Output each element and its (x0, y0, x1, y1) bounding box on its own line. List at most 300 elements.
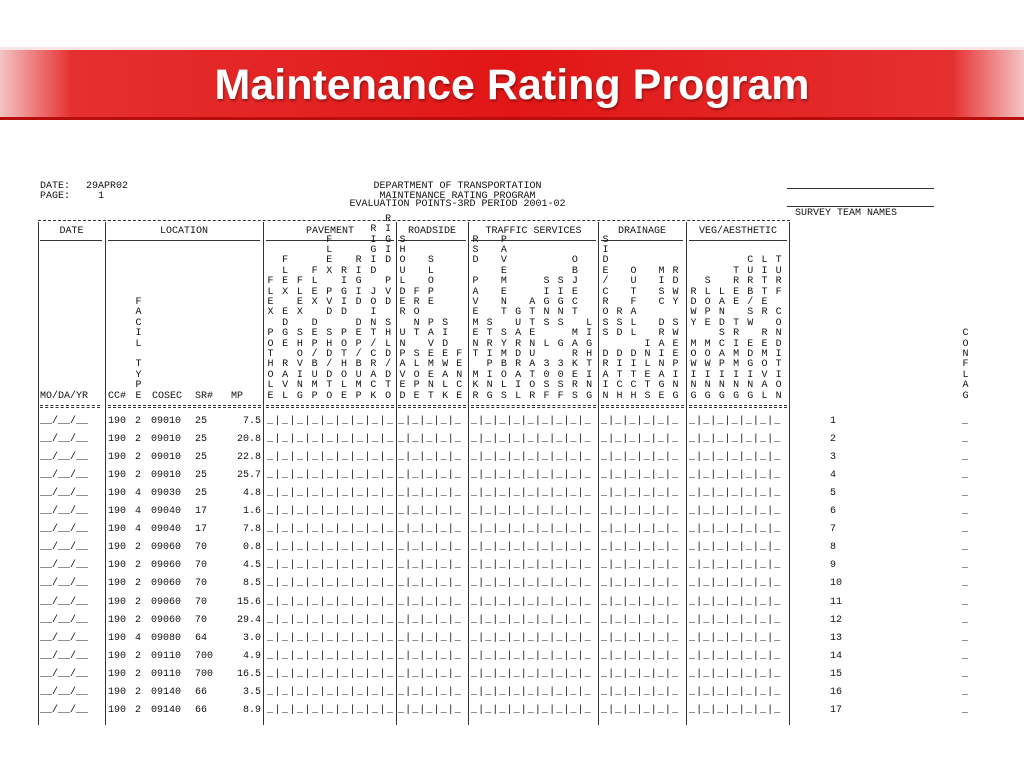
cosec-cell: 09060 (151, 614, 182, 626)
roadside-rating-fields[interactable]: _|_|_|_|_ (398, 452, 462, 464)
facil-type-cell: 2 (135, 596, 142, 608)
mp-cell: 25.7 (236, 470, 261, 482)
roadside-rating-fields[interactable]: _|_|_|_|_ (398, 488, 462, 500)
mp-cell: 3.5 (242, 686, 261, 698)
drainage-rating-fields[interactable]: _|_|_|_|_|_ (601, 452, 680, 464)
veg-rating-fields[interactable]: _|_|_|_|_|_|_ (689, 668, 782, 680)
pavement-rating-fields[interactable]: _|_|_|_|_|_|_|_|_ (267, 614, 395, 626)
table-row (38, 578, 978, 596)
sr-cell: 700 (195, 650, 214, 662)
group-underline (689, 240, 787, 241)
conflag-field[interactable]: _ (962, 650, 969, 662)
col-mo-da-yr: MO/DA/YR (40, 391, 89, 402)
facil-type-cell: 2 (135, 614, 142, 626)
group-date: DATE (59, 226, 84, 237)
facil-type-header: F A C I L T Y P E (135, 297, 142, 402)
traffic-rating-fields[interactable]: _|_|_|_|_|_|_|_|_ (471, 578, 592, 590)
traffic-rating-fields[interactable]: _|_|_|_|_|_|_|_|_ (471, 452, 592, 464)
drainage-rating-fields[interactable]: _|_|_|_|_|_ (601, 632, 680, 644)
drainage-rating-fields[interactable]: _|_|_|_|_|_ (601, 416, 680, 427)
row-number: 9 (830, 560, 837, 572)
table-row (38, 560, 978, 578)
conflag-field[interactable]: _ (962, 488, 969, 500)
signature-line-1 (787, 188, 934, 189)
mp-cell: 3.0 (242, 632, 261, 644)
veg-rating-fields[interactable]: _|_|_|_|_|_|_ (689, 578, 782, 590)
group-underline (108, 240, 260, 241)
pavement-rating-fields[interactable]: _|_|_|_|_|_|_|_|_ (267, 560, 395, 572)
facil-type-cell: 2 (135, 686, 142, 698)
drainage-rating-fields[interactable]: _|_|_|_|_|_ (601, 506, 680, 518)
drainage-rating-fields[interactable]: _|_|_|_|_|_ (601, 668, 680, 680)
vertical-column-label: C U R B / S W E D G I N G (747, 255, 754, 402)
vertical-column-label: O B J E C T M A R K E R S (571, 255, 578, 402)
facil-type-cell: 4 (135, 632, 142, 644)
conflag-field[interactable]: _ (962, 632, 969, 644)
veg-rating-fields[interactable]: _|_|_|_|_|_|_ (689, 452, 782, 464)
roadside-rating-fields[interactable]: _|_|_|_|_ (398, 524, 462, 536)
date-blank-field[interactable]: __/__/__ (40, 524, 89, 536)
cc-cell: 190 (108, 614, 127, 626)
row-number: 3 (830, 452, 837, 464)
pavement-rating-fields[interactable]: _|_|_|_|_|_|_|_|_ (267, 632, 395, 644)
pavement-rating-fields[interactable]: _|_|_|_|_|_|_|_|_ (267, 596, 395, 608)
pavement-rating-fields[interactable]: _|_|_|_|_|_|_|_|_ (267, 704, 395, 716)
date-blank-field[interactable]: __/__/__ (40, 506, 89, 518)
heading-1: DEPARTMENT OF TRANSPORTATION (373, 181, 542, 192)
row-number: 1 (830, 416, 837, 427)
header-double-rule (40, 405, 100, 406)
mp-cell: 15.6 (236, 596, 261, 608)
cosec-cell: 09010 (151, 434, 182, 446)
cc-cell: 190 (108, 578, 127, 590)
facil-type-cell: 4 (135, 488, 142, 500)
cc-cell: 190 (108, 506, 127, 518)
vertical-column-label: R I G I D D E P / B U M P (355, 255, 362, 402)
col-cosec: COSEC (152, 391, 183, 402)
drainage-rating-fields[interactable]: _|_|_|_|_|_ (601, 542, 680, 554)
row-number: 11 (830, 596, 843, 608)
drainage-rating-fields[interactable]: _|_|_|_|_|_ (601, 560, 680, 572)
drainage-rating-fields[interactable]: _|_|_|_|_|_ (601, 596, 680, 608)
cosec-cell: 09110 (151, 650, 182, 662)
row-number: 8 (830, 542, 837, 554)
cosec-cell: 09060 (151, 596, 182, 608)
mp-cell: 16.5 (236, 668, 261, 680)
header-double-rule (108, 407, 261, 408)
date-blank-field[interactable]: __/__/__ (40, 596, 89, 608)
cosec-cell: 09010 (151, 470, 182, 482)
pavement-rating-fields[interactable]: _|_|_|_|_|_|_|_|_ (267, 578, 395, 590)
cosec-cell: 09110 (151, 668, 182, 680)
vertical-column-label: S I G N S L 3 0 S F (543, 276, 550, 402)
sr-cell: 66 (195, 686, 208, 698)
vertical-column-label: S I D E W A L K (442, 317, 449, 402)
slide-title: Maintenance Rating Program (214, 61, 810, 109)
facil-type-cell: 2 (135, 704, 142, 716)
conflag-field[interactable]: _ (962, 560, 969, 572)
cc-cell: 190 (108, 596, 127, 608)
conflag-field[interactable]: _ (962, 596, 969, 608)
conflag-field[interactable]: _ (962, 686, 969, 698)
facil-type-cell: 2 (135, 416, 142, 427)
cc-cell: 190 (108, 668, 127, 680)
vertical-column-label: R S D P A V E M E N T M K R (472, 234, 479, 402)
group-location: LOCATION (159, 226, 208, 237)
col-mp: MP (231, 391, 244, 402)
traffic-rating-fields[interactable]: _|_|_|_|_|_|_|_|_ (471, 614, 592, 626)
traffic-rating-fields[interactable]: _|_|_|_|_|_|_|_|_ (471, 650, 592, 662)
signature-line-2 (787, 206, 934, 207)
row-number: 12 (830, 614, 843, 626)
facil-type-cell: 2 (135, 668, 142, 680)
group-pavement: PAVEMENT (305, 226, 354, 237)
vertical-column-label: I N L E T S (644, 338, 651, 402)
mp-cell: 4.8 (242, 488, 261, 500)
pavement-rating-fields[interactable]: _|_|_|_|_|_|_|_|_ (267, 686, 395, 698)
mp-cell: 0.8 (242, 542, 261, 554)
veg-rating-fields[interactable]: _|_|_|_|_|_|_ (689, 650, 782, 662)
roadside-rating-fields[interactable]: _|_|_|_|_ (398, 668, 462, 680)
row-number: 16 (830, 686, 843, 698)
row-number: 13 (830, 632, 843, 644)
traffic-rating-fields[interactable]: _|_|_|_|_|_|_|_|_ (471, 506, 592, 518)
traffic-rating-fields[interactable]: _|_|_|_|_|_|_|_|_ (471, 632, 592, 644)
cosec-cell: 09030 (151, 488, 182, 500)
group-drainage: DRAINAGE (617, 226, 666, 237)
drainage-rating-fields[interactable]: _|_|_|_|_|_ (601, 686, 680, 698)
cc-cell: 190 (108, 470, 127, 482)
group-traffic: TRAFFIC SERVICES (485, 226, 582, 237)
cc-cell: 190 (108, 416, 127, 427)
vertical-column-label: O U T F A L L D I T C H (630, 265, 637, 402)
vertical-column-label: L I T T E R R E M O V A L (761, 255, 768, 402)
table-row (38, 633, 978, 651)
row-number: 15 (830, 668, 843, 680)
header-double-rule (689, 405, 787, 406)
date-blank-field[interactable]: __/__/__ (40, 578, 89, 590)
facil-type-cell: 2 (135, 560, 142, 572)
cc-cell: 190 (108, 632, 127, 644)
vertical-column-label: R I G I D P O T H O L E (340, 265, 347, 402)
vertical-column-label: S L O P E P A V E M E N T (427, 255, 434, 402)
mp-cell: 8.9 (242, 704, 261, 716)
roadside-rating-fields[interactable]: _|_|_|_|_ (398, 614, 462, 626)
drainage-rating-fields[interactable]: _|_|_|_|_|_ (601, 650, 680, 662)
cosec-cell: 09040 (151, 524, 182, 536)
conflag-field[interactable]: _ (962, 506, 969, 518)
date-blank-field[interactable]: __/__/__ (40, 416, 89, 427)
header-double-rule (471, 407, 596, 408)
vertical-column-label: T R E E T R I M M I N G (733, 265, 740, 402)
header-double-rule (266, 405, 394, 406)
traffic-rating-fields[interactable]: _|_|_|_|_|_|_|_|_ (471, 668, 592, 680)
table-row (38, 669, 978, 687)
date-blank-field[interactable]: __/__/__ (40, 470, 89, 482)
mp-cell: 22.8 (236, 452, 261, 464)
conflag-field[interactable]: _ (962, 542, 969, 554)
vertical-column-label: S T R I P I N G (486, 317, 493, 402)
mp-cell: 29.4 (236, 614, 261, 626)
roadside-rating-fields[interactable]: _|_|_|_|_ (398, 560, 462, 572)
sr-cell: 25 (195, 452, 208, 464)
vertical-column-label: F L E X E D G E R A V L (282, 255, 289, 402)
drainage-rating-fields[interactable]: _|_|_|_|_|_ (601, 578, 680, 590)
facil-type-cell: 2 (135, 452, 142, 464)
sr-cell: 70 (195, 560, 208, 572)
roadside-rating-fields[interactable]: _|_|_|_|_ (398, 686, 462, 698)
veg-rating-fields[interactable]: _|_|_|_|_|_|_ (689, 542, 782, 554)
header-double-rule (40, 407, 100, 408)
mp-cell: 7.5 (242, 416, 261, 427)
conflag-field[interactable]: _ (962, 470, 969, 482)
conflag-field[interactable]: _ (962, 434, 969, 446)
sr-cell: 64 (195, 632, 208, 644)
vertical-column-label: F L E X S H O V I N G (296, 276, 303, 402)
traffic-rating-fields[interactable]: _|_|_|_|_|_|_|_|_ (471, 704, 592, 716)
conflag-field[interactable]: _ (962, 416, 969, 427)
table-row (38, 524, 978, 542)
header-double-rule (601, 405, 684, 406)
traffic-rating-fields[interactable]: _|_|_|_|_|_|_|_|_ (471, 416, 592, 427)
group-underline (398, 240, 466, 241)
sr-cell: 25 (195, 470, 208, 482)
veg-rating-fields[interactable]: _|_|_|_|_|_|_ (689, 704, 782, 716)
date-label: DATE: (40, 181, 71, 192)
group-roadside: ROADSIDE (407, 226, 456, 237)
row-number: 7 (830, 524, 837, 536)
table-row (38, 434, 978, 452)
pavement-rating-fields[interactable]: _|_|_|_|_|_|_|_|_ (267, 524, 395, 536)
pavement-rating-fields[interactable]: _|_|_|_|_|_|_|_|_ (267, 434, 395, 446)
facil-type-cell: 2 (135, 470, 142, 482)
header-double-rule (471, 405, 596, 406)
vertical-column-label: L I G H T I N G (586, 317, 593, 402)
row-number: 2 (830, 434, 837, 446)
traffic-rating-fields[interactable]: _|_|_|_|_|_|_|_|_ (471, 560, 592, 572)
group-underline (471, 240, 596, 241)
row-number: 5 (830, 488, 837, 500)
table-row (38, 506, 978, 524)
traffic-rating-fields[interactable]: _|_|_|_|_|_|_|_|_ (471, 524, 592, 536)
veg-rating-fields[interactable]: _|_|_|_|_|_|_ (689, 488, 782, 500)
mp-cell: 4.9 (242, 650, 261, 662)
date-blank-field[interactable]: __/__/__ (40, 668, 89, 680)
roadside-rating-fields[interactable]: _|_|_|_|_ (398, 542, 462, 554)
cc-cell: 190 (108, 560, 127, 572)
group-veg: VEG/AESTHETIC (698, 226, 777, 237)
page-label: PAGE: (40, 191, 71, 202)
vertical-column-label: R S D D I T C H (616, 307, 623, 402)
conflag-field[interactable]: _ (962, 704, 969, 716)
mp-cell: 8.5 (242, 578, 261, 590)
date-blank-field[interactable]: __/__/__ (40, 560, 89, 572)
cc-cell: 190 (108, 488, 127, 500)
veg-rating-fields[interactable]: _|_|_|_|_|_|_ (689, 632, 782, 644)
row-number: 4 (830, 470, 837, 482)
vertical-column-label: F E N C E (456, 349, 463, 402)
facil-type-cell: 2 (135, 434, 142, 446)
veg-rating-fields[interactable]: _|_|_|_|_|_|_ (689, 470, 782, 482)
heading-2: MAINTENANCE RATING PROGRAM (379, 191, 536, 202)
traffic-rating-fields[interactable]: _|_|_|_|_|_|_|_|_ (471, 488, 592, 500)
cc-cell: 190 (108, 452, 127, 464)
sr-cell: 66 (195, 704, 208, 716)
table-row (38, 452, 978, 470)
roadside-rating-fields[interactable]: _|_|_|_|_ (398, 470, 462, 482)
vertical-column-label: T U R F C O N D I T I O N (775, 255, 782, 402)
roadside-rating-fields[interactable]: _|_|_|_|_ (398, 578, 462, 590)
sr-cell: 25 (195, 434, 208, 446)
header-double-rule (108, 405, 261, 406)
mp-cell: 1.6 (242, 506, 261, 518)
row-number: 14 (830, 650, 843, 662)
header-double-rule (266, 407, 394, 408)
vertical-column-label: R I G I D P V D S H L D / D T O (385, 213, 392, 402)
vertical-column-label: R I G I D J O I N T / C R A C K (370, 224, 377, 402)
veg-rating-fields[interactable]: _|_|_|_|_|_|_ (689, 434, 782, 446)
date-blank-field[interactable]: __/__/__ (40, 488, 89, 500)
vertical-column-label: M I S C D R A I N A G E (658, 265, 665, 402)
traffic-rating-fields[interactable]: _|_|_|_|_|_|_|_|_ (471, 686, 592, 698)
vertical-column-label: S H O U L D E R U N P A V E D (399, 234, 406, 402)
vertical-column-label: F L E X D E P / B U M P (311, 265, 318, 402)
cosec-cell: 09060 (151, 560, 182, 572)
facil-type-cell: 4 (135, 524, 142, 536)
cosec-cell: 09040 (151, 506, 182, 518)
veg-rating-fields[interactable]: _|_|_|_|_|_|_ (689, 614, 782, 626)
drainage-rating-fields[interactable]: _|_|_|_|_|_ (601, 614, 680, 626)
col-sr: SR# (195, 391, 214, 402)
pavement-rating-fields[interactable]: _|_|_|_|_|_|_|_|_ (267, 506, 395, 518)
date-blank-field[interactable]: __/__/__ (40, 704, 89, 716)
conflag-field[interactable]: _ (962, 452, 969, 464)
facil-type-cell: 2 (135, 578, 142, 590)
cc-cell: 190 (108, 434, 127, 446)
pavement-rating-fields[interactable]: _|_|_|_|_|_|_|_|_ (267, 650, 395, 662)
cc-cell: 190 (108, 542, 127, 554)
header-double-rule (689, 407, 787, 408)
traffic-rating-fields[interactable]: _|_|_|_|_|_|_|_|_ (471, 434, 592, 446)
date-blank-field[interactable]: __/__/__ (40, 632, 89, 644)
header-double-rule (601, 407, 684, 408)
vertical-column-label: S L O P E M O W I N G (704, 276, 711, 402)
cc-cell: 190 (108, 650, 127, 662)
pavement-rating-fields[interactable]: _|_|_|_|_|_|_|_|_ (267, 470, 395, 482)
vertical-column-label: L A N D S C A P I N G (718, 286, 725, 402)
pavement-rating-fields[interactable]: _|_|_|_|_|_|_|_|_ (267, 452, 395, 464)
drainage-rating-fields[interactable]: _|_|_|_|_|_ (601, 488, 680, 500)
date-blank-field[interactable]: __/__/__ (40, 434, 89, 446)
drainage-rating-fields[interactable]: _|_|_|_|_|_ (601, 524, 680, 536)
vertical-column-label: G U A R D R A I L (515, 307, 522, 402)
pavement-rating-fields[interactable]: _|_|_|_|_|_|_|_|_ (267, 542, 395, 554)
cc-cell: 190 (108, 686, 127, 698)
veg-rating-fields[interactable]: _|_|_|_|_|_|_ (689, 506, 782, 518)
facil-type-cell: 2 (135, 542, 142, 554)
group-underline (40, 240, 102, 241)
sr-cell: 70 (195, 614, 208, 626)
date-blank-field[interactable]: __/__/__ (40, 650, 89, 662)
roadside-rating-fields[interactable]: _|_|_|_|_ (398, 632, 462, 644)
pavement-rating-fields[interactable]: _|_|_|_|_|_|_|_|_ (267, 488, 395, 500)
mp-cell: 4.5 (242, 560, 261, 572)
cosec-cell: 09010 (151, 416, 182, 427)
header-double-rule (398, 407, 466, 408)
roadside-rating-fields[interactable]: _|_|_|_|_ (398, 596, 462, 608)
conflag-field[interactable]: _ (962, 614, 969, 626)
sr-cell: 17 (195, 506, 208, 518)
vertical-column-label: R D W Y S W E E P I N G (672, 265, 679, 402)
drainage-rating-fields[interactable]: _|_|_|_|_|_ (601, 434, 680, 446)
roadside-rating-fields[interactable]: _|_|_|_|_ (398, 506, 462, 518)
col-cc: CC# (108, 391, 127, 402)
facil-type-cell: 4 (135, 506, 142, 518)
sr-cell: 70 (195, 578, 208, 590)
cc-cell: 190 (108, 704, 127, 716)
sr-cell: 70 (195, 542, 208, 554)
traffic-rating-fields[interactable]: _|_|_|_|_|_|_|_|_ (471, 596, 592, 608)
drainage-rating-fields[interactable]: _|_|_|_|_|_ (601, 704, 680, 716)
sr-cell: 70 (195, 596, 208, 608)
roadside-rating-fields[interactable]: _|_|_|_|_ (398, 704, 462, 716)
veg-rating-fields[interactable]: _|_|_|_|_|_|_ (689, 596, 782, 608)
traffic-rating-fields[interactable]: _|_|_|_|_|_|_|_|_ (471, 542, 592, 554)
drainage-rating-fields[interactable]: _|_|_|_|_|_ (601, 470, 680, 482)
veg-rating-fields[interactable]: _|_|_|_|_|_|_ (689, 686, 782, 698)
table-row (38, 470, 978, 488)
veg-rating-fields[interactable]: _|_|_|_|_|_|_ (689, 416, 782, 427)
table-row (38, 651, 978, 669)
conflag-field[interactable]: _ (962, 668, 969, 680)
date-blank-field[interactable]: __/__/__ (40, 614, 89, 626)
row-number: 6 (830, 506, 837, 518)
table-row (38, 705, 978, 723)
table-row (38, 416, 978, 434)
veg-rating-fields[interactable]: _|_|_|_|_|_|_ (689, 560, 782, 572)
report-date: 29APR02 (86, 181, 129, 192)
header-double-rule (398, 405, 466, 406)
cosec-cell: 09010 (151, 452, 182, 464)
sr-cell: 25 (195, 416, 208, 427)
date-blank-field[interactable]: __/__/__ (40, 542, 89, 554)
date-blank-field[interactable]: __/__/__ (40, 452, 89, 464)
row-number: 17 (830, 704, 843, 716)
roadside-rating-fields[interactable]: _|_|_|_|_ (398, 650, 462, 662)
traffic-rating-fields[interactable]: _|_|_|_|_|_|_|_|_ (471, 470, 592, 482)
mp-cell: 20.8 (236, 434, 261, 446)
vertical-column-label: F L E X P V D S H D / D T O (326, 234, 333, 402)
pavement-rating-fields[interactable]: _|_|_|_|_|_|_|_|_ (267, 668, 395, 680)
table-row (38, 542, 978, 560)
date-blank-field[interactable]: __/__/__ (40, 686, 89, 698)
conflag-field[interactable]: _ (962, 524, 969, 536)
roadside-rating-fields[interactable]: _|_|_|_|_ (398, 416, 462, 427)
vertical-column-label: S I D E / C R O S S D R A I N (602, 234, 609, 402)
table-row (38, 615, 978, 633)
conflag-field[interactable]: _ (962, 578, 969, 590)
table-row (38, 488, 978, 506)
vertical-column-label: F L E X P O T H O L E (267, 276, 274, 402)
row-number: 10 (830, 578, 843, 590)
veg-rating-fields[interactable]: _|_|_|_|_|_|_ (689, 524, 782, 536)
cosec-cell: 09080 (151, 632, 182, 644)
vertical-column-label: R D W Y M O W I N G (690, 286, 697, 402)
vertical-column-label: F R O N T S L O P E (413, 286, 420, 402)
pavement-rating-fields[interactable]: _|_|_|_|_|_|_|_|_ (267, 416, 395, 427)
cosec-cell: 09060 (151, 542, 182, 554)
roadside-rating-fields[interactable]: _|_|_|_|_ (398, 434, 462, 446)
